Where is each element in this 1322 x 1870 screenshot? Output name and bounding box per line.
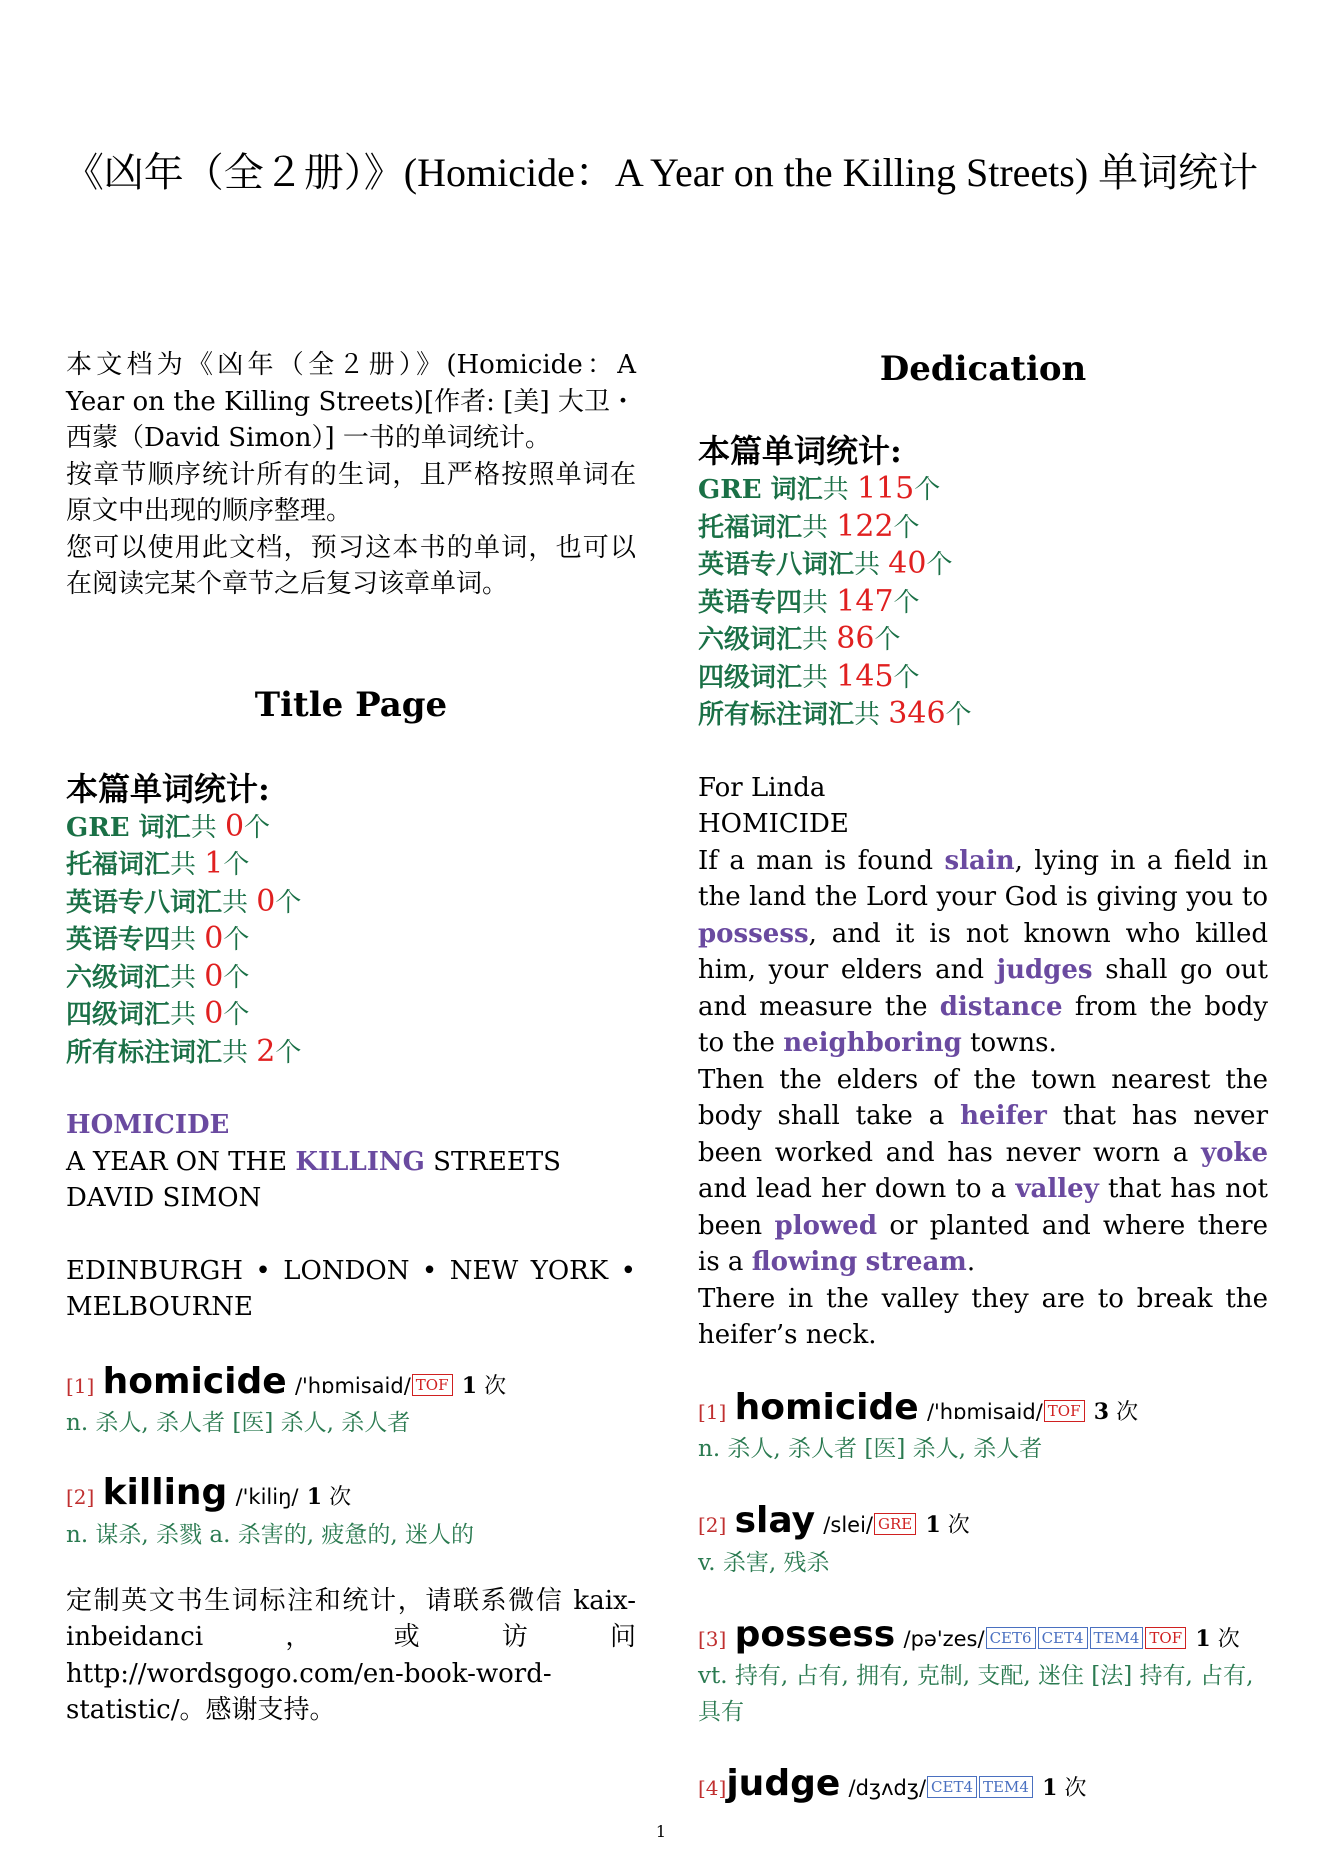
word-entry: [3] possess /pə'zes/ CET6 CET4 TEM4 TOF 1 次 vt. 持有, 占有, 拥有, 克制, 支配, 迷住 [法] 持有, 占有, 具有 <box>698 1617 1268 1731</box>
dedication-homicide: HOMICIDE <box>698 809 849 839</box>
book-author: DAVID SIMON <box>66 1183 262 1213</box>
word-entry: [4]judge /dʒʌdʒ/ CET4 TEM4 1 次 <box>698 1763 1087 1804</box>
tag-badge: CET6 <box>986 1627 1036 1649</box>
book-title-homicide: HOMICIDE <box>66 1110 230 1140</box>
word-headword: slay <box>734 1500 816 1541</box>
word-definition: n. 杀人, 杀人者 [医] 杀人, 杀人者 <box>66 1410 411 1436</box>
word-headword: possess <box>734 1613 896 1655</box>
tag-badge: CET4 <box>1038 1627 1088 1649</box>
word-headword: homicide <box>734 1386 919 1428</box>
intro-paragraph-3: 您可以使用此文档，预习这本书的单词，也可以在阅读完某个章节之后复习该章单词。 <box>66 532 636 599</box>
intro-paragraph-1: 本文档为《凶年（全２册）》(Homicide：A Year on the Killing Streets)[作者: [美] 大卫・西蒙（David Simon）] 一书的单词统计。 <box>66 350 636 453</box>
tag-badge: TOF <box>412 1374 453 1396</box>
stat-cet6: 六级词汇共 0个 <box>66 958 250 994</box>
stat-tem4: 英语专四共 0个 <box>66 921 250 956</box>
word-entry: [2] killing /'kiliŋ/ 1 次 n. 谋杀, 杀戮 a. 杀害的, 疲惫的, 迷人的 <box>66 1475 636 1553</box>
stat-cet4: 四级词汇共 0个 <box>66 996 250 1031</box>
stats-list <box>66 809 636 1072</box>
stat-all: 所有标注词汇共 2个 <box>66 1033 302 1069</box>
word-entry: [1] homicide /'hɒmisaid/ TOF 1 次 n. 杀人, 杀人者 [医] 杀人, 杀人者 <box>66 1364 636 1442</box>
stats-list <box>698 471 1268 734</box>
word-definition: vt. 持有, 占有, 拥有, 克制, 支配, 迷住 [法] 持有, 占有, 具有 <box>698 1663 1254 1725</box>
dedication-text <box>698 770 1268 1354</box>
tag-badge: CET4 <box>927 1776 977 1798</box>
stat-gre: GRE 词汇共 115个 <box>698 471 941 506</box>
title-page-text <box>66 1107 636 1326</box>
dedication-paragraph-1: If a man is found slain, lying in a field in the land the Lord your God is giving you to possess, and it is not known who killed him, your elders and judges shall go out and measure the distance from the body to the neighboring towns. <box>698 845 1269 1058</box>
page-number: 1 <box>655 1822 667 1841</box>
left-column <box>66 347 636 1729</box>
stat-cet6: 六级词汇共 86个 <box>698 621 901 656</box>
stat-gre: GRE 词汇共 0个 <box>66 808 271 844</box>
tag-badge: GRE <box>874 1513 916 1535</box>
publisher-places: EDINBURGH • LONDON • NEW YORK • MELBOURNE <box>66 1255 636 1322</box>
stats-title: 本篇单词统计: <box>66 769 270 808</box>
word-headword: killing <box>102 1472 228 1513</box>
word-headword: judge <box>726 1763 841 1804</box>
section-heading-title-page: Title Page <box>254 684 448 725</box>
right-column <box>698 347 1268 1808</box>
word-headword: homicide <box>102 1360 287 1402</box>
stat-tem8: 英语专八词汇共 40个 <box>698 546 953 581</box>
tag-badge: TOF <box>1145 1627 1186 1649</box>
intro-paragraph-2: 按章节顺序统计所有的生词，且严格按照单词在原文中出现的顺序整理。 <box>66 459 636 526</box>
tag-badge: TEM4 <box>1090 1627 1144 1649</box>
stat-toefl: 托福词汇共 1个 <box>66 846 250 881</box>
dedication-paragraph-2: Then the elders of the town nearest the body shall take a heifer that has never been worked and has never worn a yoke and lead her down to a valley that has not been plowed or planted and where there is a flowing stream. <box>698 1064 1268 1277</box>
word-definition: n. 谋杀, 杀戮 a. 杀害的, 疲惫的, 迷人的 <box>66 1521 474 1548</box>
dedication-paragraph-3: There in the valley they are to break the heifer’s neck. <box>698 1283 1268 1350</box>
stat-tem4: 英语专四共 147个 <box>698 583 920 619</box>
page-title: 《凶年（全２册）》(Homicide：A Year on the Killing Streets) 单词统计 <box>63 150 1259 195</box>
word-definition: n. 杀人, 杀人者 [医] 杀人, 杀人者 <box>698 1436 1043 1462</box>
stats-title: 本篇单词统计: <box>698 432 902 470</box>
word-entry: [1] homicide /'hɒmisaid/ TOF 3 次 n. 杀人, 杀人者 [医] 杀人, 杀人者 <box>698 1390 1268 1468</box>
stat-all: 所有标注词汇共 346个 <box>698 696 972 731</box>
word-definition: v. 杀害, 残杀 <box>698 1549 830 1576</box>
tag-badge: TOF <box>1044 1400 1085 1422</box>
dedication-for: For Linda <box>698 772 826 803</box>
book-subtitle: A YEAR ON THE KILLING STREETS <box>66 1146 561 1177</box>
stat-tem8: 英语专八词汇共 0个 <box>66 883 302 919</box>
word-entry: [2] slay /slei/ GRE 1 次 v. 杀害, 残杀 <box>698 1503 1268 1581</box>
footer-note: 定制英文书生词标注和统计，请联系微信 kaix-inbeidanci，或访问 http://wordsgogo.com/en-book-word-statistic/。感谢支持。 <box>66 1585 636 1725</box>
tag-badge: TEM4 <box>979 1776 1033 1798</box>
stat-cet4: 四级词汇共 145个 <box>698 658 920 694</box>
stat-toefl: 托福词汇共 122个 <box>698 508 920 544</box>
section-heading-dedication: Dedication <box>879 349 1087 389</box>
